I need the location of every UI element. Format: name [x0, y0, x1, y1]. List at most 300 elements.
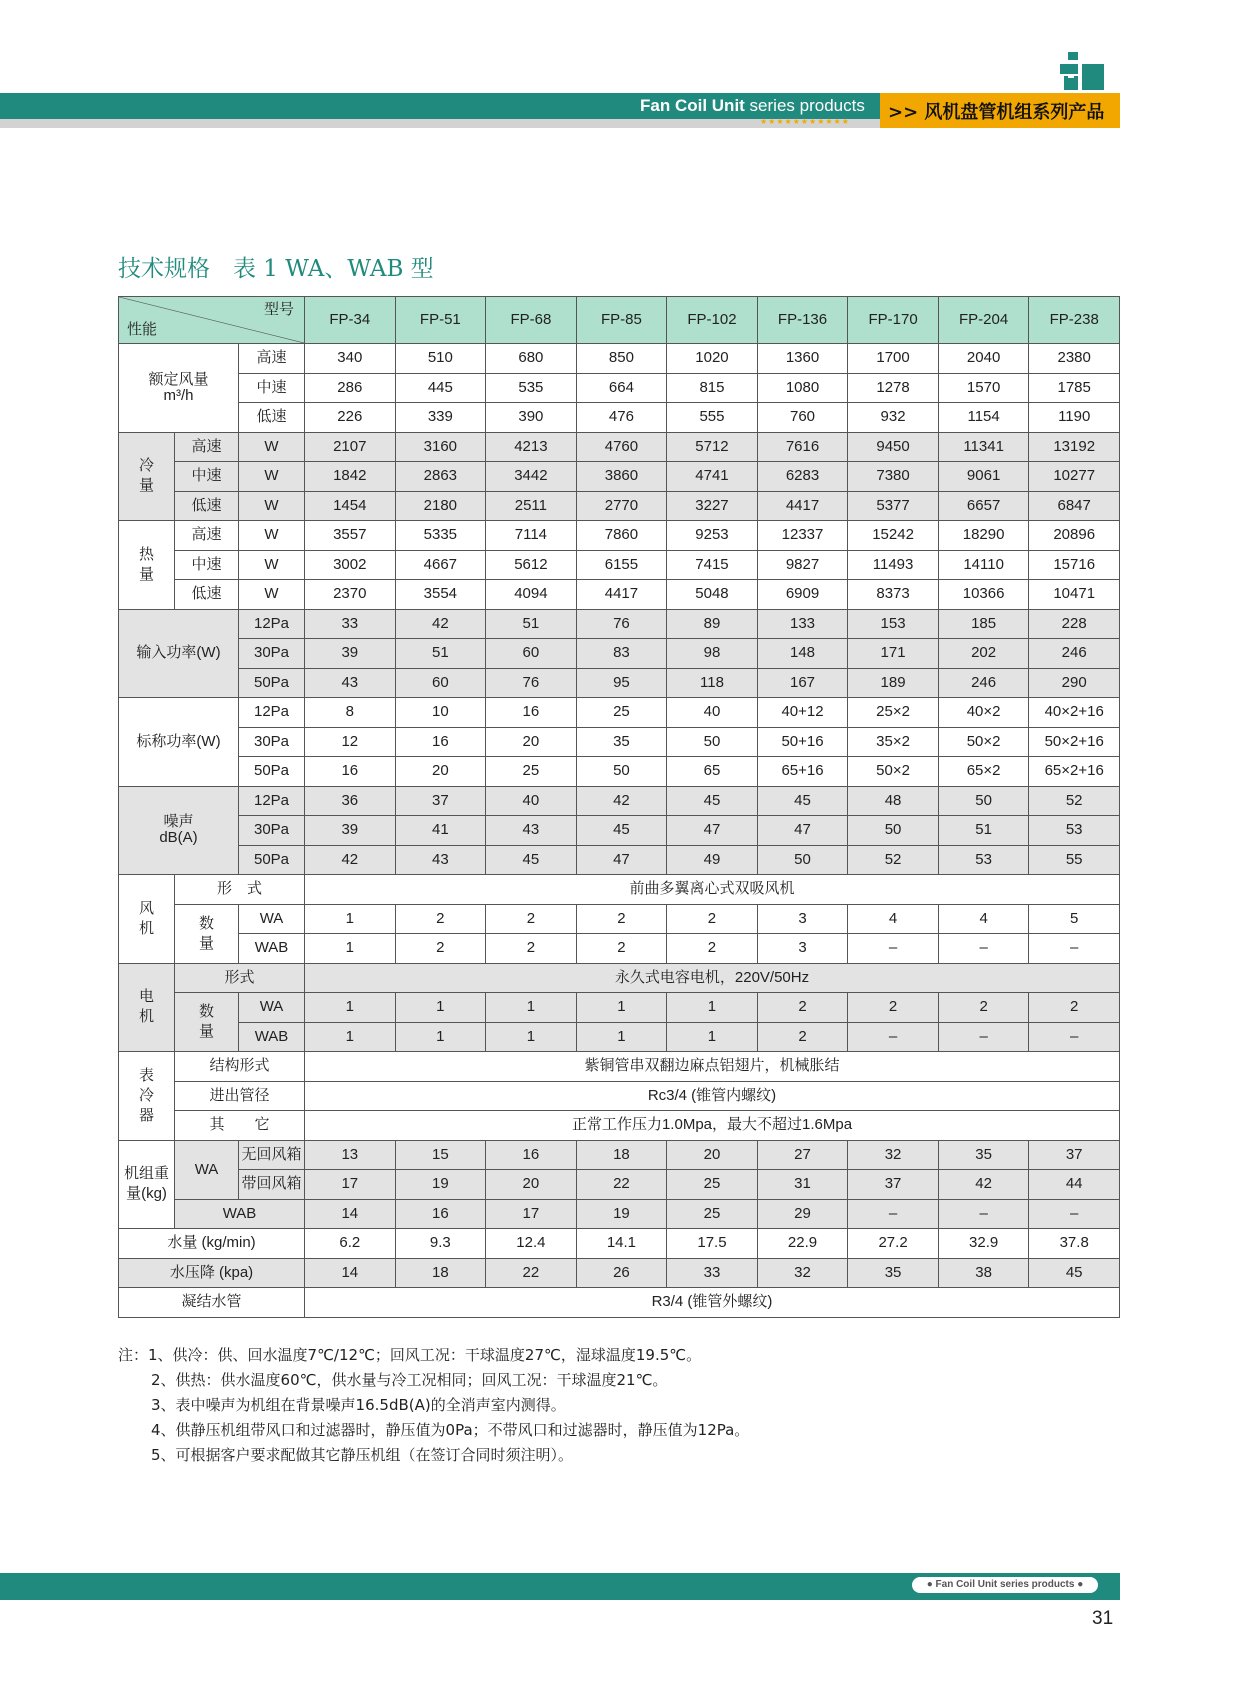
- value-cell: 9061: [938, 462, 1029, 492]
- value-cell: 9827: [757, 550, 848, 580]
- value-cell: 4417: [757, 491, 848, 521]
- value-cell: 3160: [395, 432, 486, 462]
- value-cell: 42: [576, 786, 667, 816]
- airflow-unit: m³/h: [163, 386, 194, 404]
- value-cell: 40+12: [757, 698, 848, 728]
- value-cell: 3002: [305, 550, 396, 580]
- pressure-label: 50Pa: [239, 845, 305, 875]
- value-cell: 51: [395, 639, 486, 669]
- fan-qty-row: [119, 904, 1120, 934]
- weight-sub-label: 带回风箱: [239, 1170, 305, 1200]
- value-cell: 45: [576, 816, 667, 846]
- value-cell: 6.2: [305, 1229, 396, 1259]
- value-cell: 25: [486, 757, 577, 787]
- value-cell: 47: [667, 816, 758, 846]
- value-cell: 2: [667, 934, 758, 964]
- value-cell: 1154: [938, 403, 1029, 433]
- value-cell: 18290: [938, 521, 1029, 551]
- value-cell: 37: [1029, 1140, 1120, 1170]
- notes: [118, 1343, 749, 1468]
- type-label: WA: [239, 904, 305, 934]
- value-cell: 22: [486, 1258, 577, 1288]
- value-cell: 60: [395, 668, 486, 698]
- value-cell: 1: [305, 1022, 396, 1052]
- value-cell: 10277: [1029, 462, 1120, 492]
- value-cell: 6847: [1029, 491, 1120, 521]
- speed-label: 高速: [175, 521, 239, 551]
- value-cell: 664: [576, 373, 667, 403]
- motor-qty-row: [119, 1022, 1120, 1052]
- value-cell: 50: [848, 816, 939, 846]
- unit-label: W: [239, 432, 305, 462]
- value-cell: 339: [395, 403, 486, 433]
- value-cell: 16: [395, 727, 486, 757]
- value-cell: 43: [486, 816, 577, 846]
- drain-value: R3/4 (锥管外螺纹): [305, 1288, 1120, 1318]
- pressure-label: 50Pa: [239, 757, 305, 787]
- header-chinese-title: >> 风机盘管机组系列产品: [880, 93, 1120, 128]
- heating-row: [119, 521, 1120, 551]
- coil-row: [119, 1052, 1120, 1082]
- value-cell: 555: [667, 403, 758, 433]
- value-cell: 1: [486, 993, 577, 1023]
- value-cell: 89: [667, 609, 758, 639]
- speed-label: 低速: [175, 491, 239, 521]
- value-cell: 13192: [1029, 432, 1120, 462]
- value-cell: 171: [848, 639, 939, 669]
- value-cell: 2511: [486, 491, 577, 521]
- value-cell: 42: [938, 1170, 1029, 1200]
- value-cell: 51: [938, 816, 1029, 846]
- coil-value: 正常工作压力1.0Mpa，最大不超过1.6Mpa: [305, 1111, 1120, 1141]
- value-cell: 185: [938, 609, 1029, 639]
- value-cell: 25: [576, 698, 667, 728]
- value-cell: 1: [576, 993, 667, 1023]
- value-cell: 7616: [757, 432, 848, 462]
- value-cell: 2: [757, 993, 848, 1023]
- fan-qty-label-text: 数量: [199, 914, 215, 952]
- drain-label: 凝结水管: [119, 1288, 305, 1318]
- value-cell: 2: [486, 934, 577, 964]
- value-cell: 2: [938, 993, 1029, 1023]
- fan-qty-label: [175, 904, 239, 963]
- rated-power-row: [119, 757, 1120, 787]
- water-flow-label: 水量 (kg/min): [119, 1229, 305, 1259]
- value-cell: 22: [576, 1170, 667, 1200]
- speed-label: 中速: [175, 550, 239, 580]
- value-cell: 5612: [486, 550, 577, 580]
- value-cell: 53: [1029, 816, 1120, 846]
- value-cell: 7860: [576, 521, 667, 551]
- header-stars: ★★★★★★★★★★★: [760, 117, 850, 126]
- value-cell: 40: [667, 698, 758, 728]
- model-header-cell: FP-238: [1029, 297, 1120, 344]
- value-cell: 5377: [848, 491, 939, 521]
- value-cell: 1: [395, 993, 486, 1023]
- spec-table: [118, 296, 1120, 1318]
- value-cell: 2: [576, 904, 667, 934]
- value-cell: –: [848, 934, 939, 964]
- value-cell: 27.2: [848, 1229, 939, 1259]
- value-cell: 29: [757, 1199, 848, 1229]
- value-cell: 10366: [938, 580, 1029, 610]
- note-2: 2、供热：供水温度60℃，供水量与冷工况相同；回风工况：干球温度21℃。: [151, 1371, 668, 1389]
- value-cell: 33: [305, 609, 396, 639]
- value-cell: 1: [667, 993, 758, 1023]
- value-cell: 2: [395, 904, 486, 934]
- value-cell: 52: [1029, 786, 1120, 816]
- value-cell: 65×2+16: [1029, 757, 1120, 787]
- weight-wab-label: WAB: [175, 1199, 305, 1229]
- value-cell: 17: [305, 1170, 396, 1200]
- value-cell: 39: [305, 639, 396, 669]
- value-cell: 20: [486, 727, 577, 757]
- header-en-bold: Fan Coil Unit: [640, 96, 745, 115]
- corner-model-label: 型号: [264, 301, 295, 318]
- value-cell: –: [938, 1022, 1029, 1052]
- value-cell: 35: [848, 1258, 939, 1288]
- motor-qty-label-text: 数量: [199, 1003, 215, 1040]
- value-cell: 202: [938, 639, 1029, 669]
- value-cell: 31: [757, 1170, 848, 1200]
- value-cell: 3860: [576, 462, 667, 492]
- weight-label: 机组重量(kg): [123, 1165, 169, 1203]
- value-cell: 47: [757, 816, 848, 846]
- value-cell: 5: [1029, 904, 1120, 934]
- value-cell: 65+16: [757, 757, 848, 787]
- value-cell: 49: [667, 845, 758, 875]
- value-cell: 35×2: [848, 727, 939, 757]
- value-cell: 39: [305, 816, 396, 846]
- pressure-label: 50Pa: [239, 668, 305, 698]
- value-cell: 1190: [1029, 403, 1120, 433]
- model-header-cell: FP-68: [486, 297, 577, 344]
- value-cell: 14.1: [576, 1229, 667, 1259]
- speed-label: 高速: [239, 344, 305, 374]
- value-cell: 50: [938, 786, 1029, 816]
- fan-label: [119, 875, 175, 964]
- heating-row: [119, 580, 1120, 610]
- value-cell: 55: [1029, 845, 1120, 875]
- table-header-row: [119, 297, 1120, 344]
- value-cell: 1080: [757, 373, 848, 403]
- value-cell: 35: [576, 727, 667, 757]
- value-cell: 13: [305, 1140, 396, 1170]
- motor-form-row: [119, 963, 1120, 993]
- drain-row: [119, 1288, 1120, 1318]
- value-cell: 37: [848, 1170, 939, 1200]
- value-cell: 40×2+16: [1029, 698, 1120, 728]
- coil-value: 紫铜管串双翻边麻点铝翅片，机械胀结: [305, 1052, 1120, 1082]
- note-5: 5、可根据客户要求配做其它静压机组（在签订合同时须注明）。: [151, 1446, 574, 1464]
- input-power-row: [119, 609, 1120, 639]
- model-header-cell: FP-170: [848, 297, 939, 344]
- value-cell: 6283: [757, 462, 848, 492]
- value-cell: 4094: [486, 580, 577, 610]
- value-cell: 41: [395, 816, 486, 846]
- value-cell: 16: [486, 698, 577, 728]
- value-cell: 42: [395, 609, 486, 639]
- weight-sub-label: 无回风箱: [239, 1140, 305, 1170]
- value-cell: 1: [305, 934, 396, 964]
- value-cell: 38: [938, 1258, 1029, 1288]
- value-cell: 11341: [938, 432, 1029, 462]
- value-cell: 10: [395, 698, 486, 728]
- cooling-label: [119, 432, 175, 521]
- speed-label: 中速: [175, 462, 239, 492]
- value-cell: 40×2: [938, 698, 1029, 728]
- coil-label: [119, 1052, 175, 1141]
- weight-row: [119, 1170, 1120, 1200]
- value-cell: 18: [576, 1140, 667, 1170]
- value-cell: 2107: [305, 432, 396, 462]
- value-cell: 25: [667, 1199, 758, 1229]
- value-cell: 445: [395, 373, 486, 403]
- value-cell: 76: [576, 609, 667, 639]
- value-cell: 2863: [395, 462, 486, 492]
- value-cell: 32: [848, 1140, 939, 1170]
- noise-label: 噪声: [163, 813, 194, 831]
- header-band-shadow: [0, 119, 880, 128]
- value-cell: 1454: [305, 491, 396, 521]
- header-en-normal: series products: [744, 96, 865, 115]
- unit-label: W: [239, 521, 305, 551]
- coil-label-text: 表冷器: [139, 1066, 155, 1124]
- airflow-row: [119, 403, 1120, 433]
- water-drop-label: 水压降 (kpa): [119, 1258, 305, 1288]
- value-cell: 16: [395, 1199, 486, 1229]
- heating-label-text: 热量: [139, 545, 155, 583]
- value-cell: 36: [305, 786, 396, 816]
- note-1: 注：1、供冷：供、回水温度7℃/12℃；回风工况：干球温度27℃，湿球温度19.5℃。: [118, 1346, 702, 1364]
- footer-label: ● Fan Coil Unit series products ●: [912, 1577, 1098, 1593]
- value-cell: 1: [576, 1022, 667, 1052]
- value-cell: 15716: [1029, 550, 1120, 580]
- note-3: 3、表中噪声为机组在背景噪声16.5dB(A)的全消声室内测得。: [151, 1396, 566, 1414]
- value-cell: 95: [576, 668, 667, 698]
- page-number: 31: [1092, 1608, 1114, 1629]
- brand-logo-icon: [1060, 52, 1104, 92]
- airflow-label-cell: [119, 344, 239, 433]
- coil-sub-label: 其 它: [175, 1111, 305, 1141]
- value-cell: 43: [395, 845, 486, 875]
- value-cell: 148: [757, 639, 848, 669]
- fan-form-row: [119, 875, 1120, 905]
- value-cell: 15242: [848, 521, 939, 551]
- value-cell: 15: [395, 1140, 486, 1170]
- value-cell: 850: [576, 344, 667, 374]
- value-cell: 50×2: [938, 727, 1029, 757]
- value-cell: 7380: [848, 462, 939, 492]
- value-cell: 43: [305, 668, 396, 698]
- value-cell: 6909: [757, 580, 848, 610]
- value-cell: 246: [1029, 639, 1120, 669]
- speed-label: 高速: [175, 432, 239, 462]
- value-cell: 7114: [486, 521, 577, 551]
- rated-power-label: 标称功率(W): [119, 698, 239, 787]
- rated-power-row: [119, 727, 1120, 757]
- value-cell: 37: [395, 786, 486, 816]
- input-power-row: [119, 668, 1120, 698]
- airflow-row: [119, 373, 1120, 403]
- value-cell: 286: [305, 373, 396, 403]
- value-cell: 2: [757, 1022, 848, 1052]
- noise-row: [119, 786, 1120, 816]
- model-header-cell: FP-51: [395, 297, 486, 344]
- value-cell: 2: [576, 934, 667, 964]
- value-cell: –: [1029, 1022, 1120, 1052]
- value-cell: 2: [395, 934, 486, 964]
- type-label: WAB: [239, 934, 305, 964]
- value-cell: –: [848, 1199, 939, 1229]
- value-cell: 2040: [938, 344, 1029, 374]
- value-cell: 53: [938, 845, 1029, 875]
- value-cell: –: [1029, 1199, 1120, 1229]
- value-cell: 153: [848, 609, 939, 639]
- value-cell: 32.9: [938, 1229, 1029, 1259]
- value-cell: –: [1029, 934, 1120, 964]
- footer-text: Fan Coil Unit series products: [935, 1579, 1075, 1590]
- coil-row: [119, 1111, 1120, 1141]
- rated-power-row: [119, 698, 1120, 728]
- pressure-label: 12Pa: [239, 609, 305, 639]
- coil-sub-label: 结构形式: [175, 1052, 305, 1082]
- value-cell: 76: [486, 668, 577, 698]
- value-cell: 27: [757, 1140, 848, 1170]
- pressure-label: 30Pa: [239, 727, 305, 757]
- value-cell: 50: [757, 845, 848, 875]
- value-cell: 476: [576, 403, 667, 433]
- value-cell: 12337: [757, 521, 848, 551]
- value-cell: 4760: [576, 432, 667, 462]
- value-cell: 48: [848, 786, 939, 816]
- cooling-label-text: 冷量: [139, 457, 155, 495]
- unit-label: W: [239, 580, 305, 610]
- heating-row: [119, 550, 1120, 580]
- value-cell: 40: [486, 786, 577, 816]
- value-cell: 50: [576, 757, 667, 787]
- value-cell: 246: [938, 668, 1029, 698]
- value-cell: 32: [757, 1258, 848, 1288]
- noise-unit: dB(A): [159, 829, 198, 847]
- pressure-label: 30Pa: [239, 639, 305, 669]
- model-header-cell: FP-85: [576, 297, 667, 344]
- value-cell: 14: [305, 1199, 396, 1229]
- value-cell: 65×2: [938, 757, 1029, 787]
- value-cell: 17: [486, 1199, 577, 1229]
- value-cell: 2: [486, 904, 577, 934]
- motor-label-text: 电机: [139, 988, 155, 1026]
- value-cell: 680: [486, 344, 577, 374]
- fan-qty-row: [119, 934, 1120, 964]
- value-cell: 7415: [667, 550, 758, 580]
- value-cell: 4667: [395, 550, 486, 580]
- value-cell: 3557: [305, 521, 396, 551]
- value-cell: 1: [486, 1022, 577, 1052]
- value-cell: 98: [667, 639, 758, 669]
- weight-row: [119, 1140, 1120, 1170]
- input-power-row: [119, 639, 1120, 669]
- value-cell: 33: [667, 1258, 758, 1288]
- value-cell: 52: [848, 845, 939, 875]
- value-cell: 20: [667, 1140, 758, 1170]
- value-cell: 45: [486, 845, 577, 875]
- weight-wab-row: [119, 1199, 1120, 1229]
- value-cell: 189: [848, 668, 939, 698]
- unit-label: W: [239, 491, 305, 521]
- value-cell: 65: [667, 757, 758, 787]
- value-cell: 3227: [667, 491, 758, 521]
- model-header-cell: FP-102: [667, 297, 758, 344]
- value-cell: 8: [305, 698, 396, 728]
- value-cell: 5048: [667, 580, 758, 610]
- motor-label: [119, 963, 175, 1052]
- value-cell: 45: [757, 786, 848, 816]
- value-cell: 118: [667, 668, 758, 698]
- value-cell: 22.9: [757, 1229, 848, 1259]
- value-cell: –: [938, 1199, 1029, 1229]
- value-cell: 1278: [848, 373, 939, 403]
- value-cell: 20896: [1029, 521, 1120, 551]
- value-cell: 44: [1029, 1170, 1120, 1200]
- value-cell: 11493: [848, 550, 939, 580]
- value-cell: 1360: [757, 344, 848, 374]
- motor-qty-label: [175, 993, 239, 1052]
- value-cell: 83: [576, 639, 667, 669]
- value-cell: 50×2: [848, 757, 939, 787]
- unit-label: W: [239, 550, 305, 580]
- coil-row: [119, 1081, 1120, 1111]
- value-cell: 1842: [305, 462, 396, 492]
- value-cell: 6155: [576, 550, 667, 580]
- airflow-row: [119, 344, 1120, 374]
- value-cell: 228: [1029, 609, 1120, 639]
- value-cell: 50×2+16: [1029, 727, 1120, 757]
- fan-form-label: 形 式: [175, 875, 305, 905]
- model-header-cell: FP-34: [305, 297, 396, 344]
- value-cell: 3554: [395, 580, 486, 610]
- airflow-label: 额定风量: [148, 370, 209, 388]
- pressure-label: 12Pa: [239, 786, 305, 816]
- value-cell: 1700: [848, 344, 939, 374]
- heating-label: [119, 521, 175, 610]
- input-power-label: 输入功率(W): [119, 609, 239, 698]
- value-cell: 26: [576, 1258, 667, 1288]
- value-cell: 815: [667, 373, 758, 403]
- motor-form-value: 永久式电容电机，220V/50Hz: [305, 963, 1120, 993]
- motor-form-label: 形式: [175, 963, 305, 993]
- value-cell: 9450: [848, 432, 939, 462]
- pressure-label: 30Pa: [239, 816, 305, 846]
- type-label: WAB: [239, 1022, 305, 1052]
- value-cell: 3442: [486, 462, 577, 492]
- value-cell: 3: [757, 904, 848, 934]
- value-cell: 4741: [667, 462, 758, 492]
- speed-label: 低速: [239, 403, 305, 433]
- value-cell: 45: [667, 786, 758, 816]
- value-cell: 10471: [1029, 580, 1120, 610]
- value-cell: 3: [757, 934, 848, 964]
- value-cell: 51: [486, 609, 577, 639]
- pressure-label: 12Pa: [239, 698, 305, 728]
- value-cell: 4: [938, 904, 1029, 934]
- value-cell: 932: [848, 403, 939, 433]
- value-cell: 60: [486, 639, 577, 669]
- value-cell: 2380: [1029, 344, 1120, 374]
- value-cell: –: [848, 1022, 939, 1052]
- value-cell: 1: [667, 1022, 758, 1052]
- value-cell: 16: [486, 1140, 577, 1170]
